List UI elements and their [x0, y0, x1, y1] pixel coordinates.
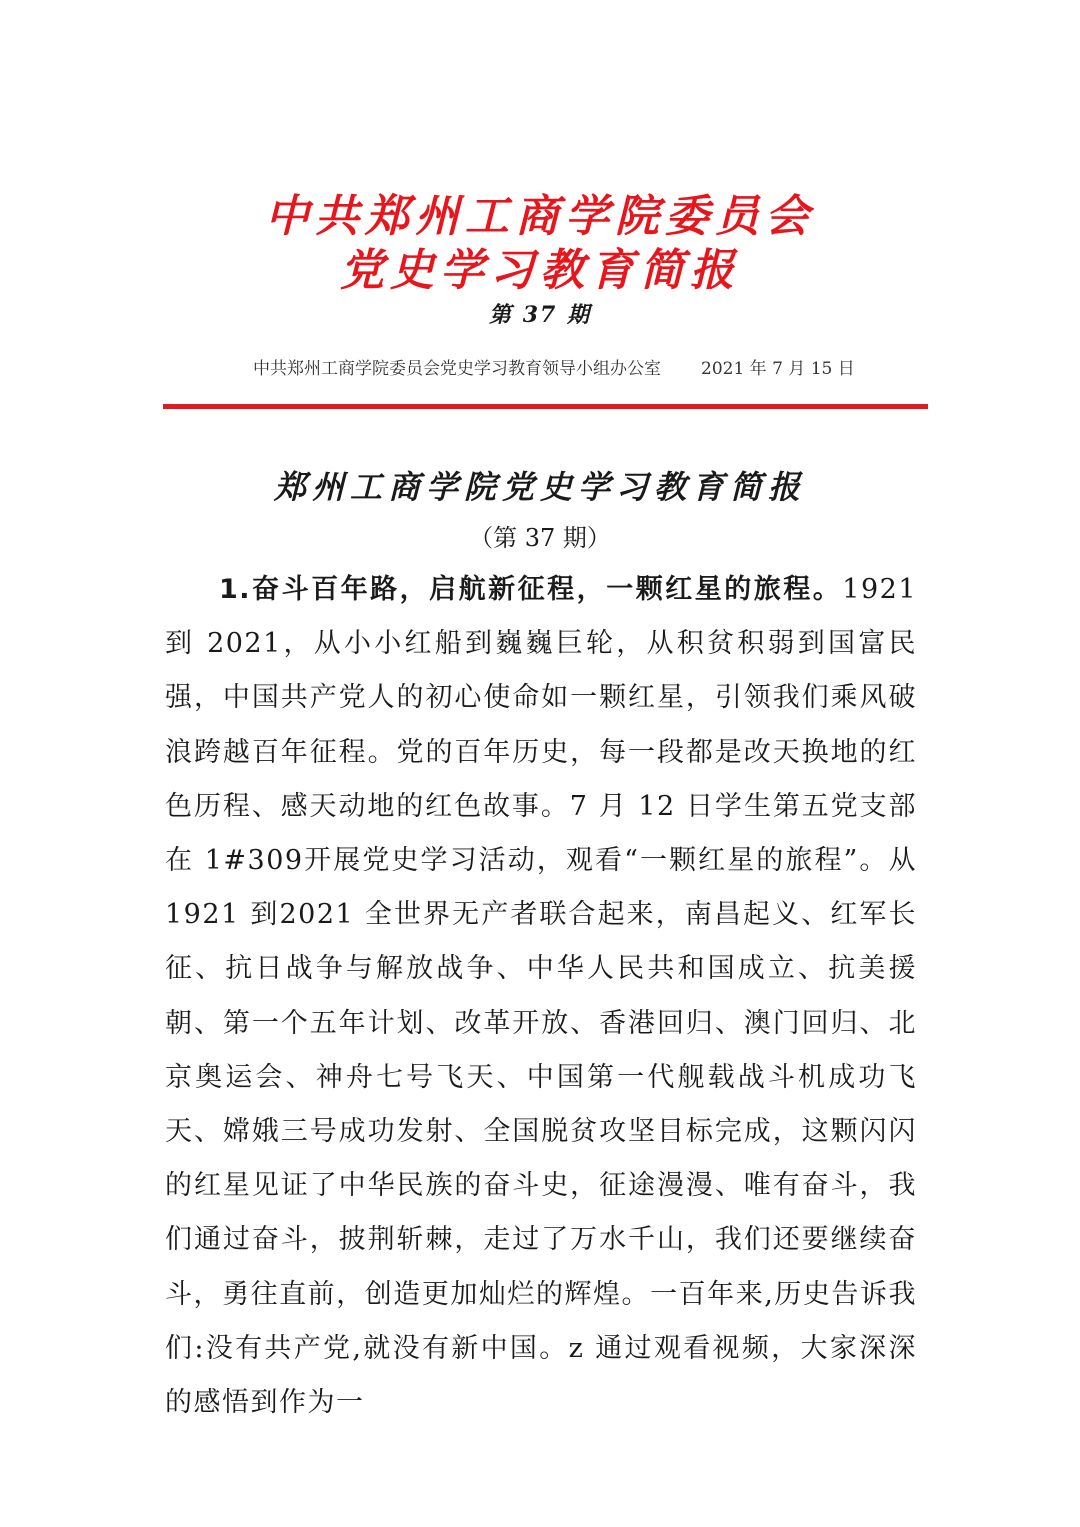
masthead-title-line2: 党史学习教育简报: [340, 245, 740, 296]
article-body: [165, 563, 917, 1430]
article-text: 1921到 2021，从小小红船到巍巍巨轮，从积贫积弱到国富民强，中国共产党人的初心使命如一颗红星，引领我们乘风破浪跨越百年征程。党的百年历史，每一段都是改天换地的红色历程、感天动地的红色故事。7 月 12 日学生第五党支部在 1#309开展党史学习活动，观看“一颗红星的旅程”。从 1921 到2021 全世界无产者联合起来，南昌起义、红军长征、抗日战争与解放战争、中华人民共和国成立、抗美援朝、第一个五年计划、改革开放、香港回归、澳门回归、北京奥运会、神舟七号飞天、中国第一代舰载战斗机成功飞天、嫦娥三号成功发射、全国脱贫攻坚目标完成，这颗闪闪的红星见证了中华民族的奋斗史，征途漫漫、唯有奋斗，我们通过奋斗，披荆斩棘，走过了万水千山，我们还要继续奋斗，勇往直前，创造更加灿烂的辉煌。一百年来,历史告诉我们:没有共产党,就没有新中国。z 通过观看视频，大家深深的感悟到作为一: [165, 574, 917, 1419]
issuer-row: [253, 354, 855, 382]
article-headline: 郑州工商学院党史学习教育简报: [273, 468, 806, 506]
issue-date: 2021 年 7 月 15 日: [701, 359, 855, 379]
article-issue-label: （第 37 期）: [469, 524, 611, 552]
issue-number: 第 37 期: [489, 302, 591, 328]
issuer-name: 中共郑州工商学院委员会党史学习教育领导小组办公室: [253, 359, 661, 379]
masthead-title-line1: 中共郑州工商学院委员会: [265, 191, 815, 242]
article-lead: 1.奋斗百年路，启航新征程，一颗红星的旅程。: [219, 574, 843, 605]
red-divider: [163, 404, 928, 409]
